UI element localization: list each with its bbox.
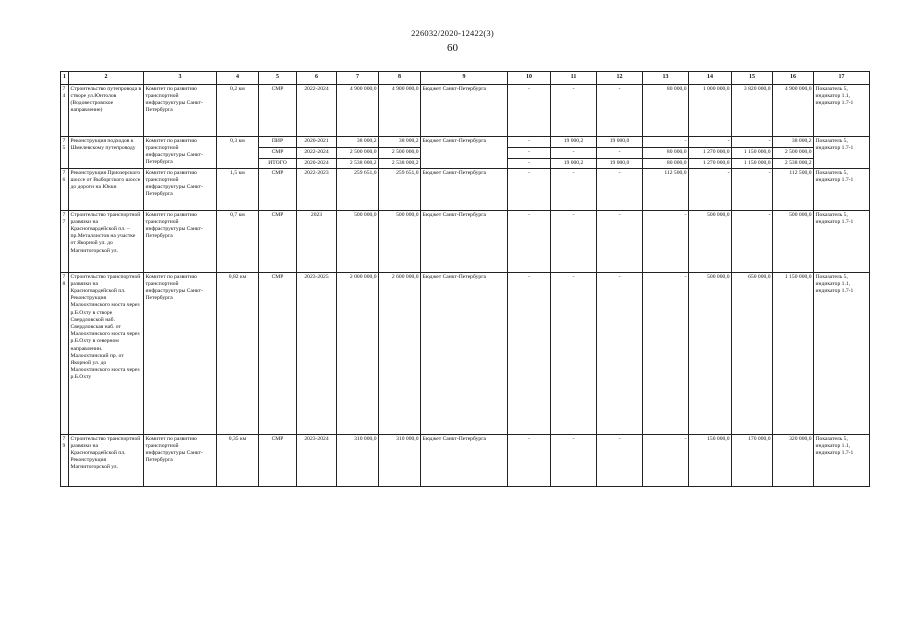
amount-col-10: -: [508, 435, 551, 487]
column-header: 14: [689, 72, 732, 85]
indicator-ref: Показатель 5, индикатор 1.1, индикатор 1.7-1: [814, 273, 870, 435]
amount-col-14: 500 000,0: [689, 211, 732, 273]
object-name: Строительство путепровода в створе ул.Юнтолов (Водовестровское направление): [69, 85, 144, 137]
row-number: 79: [61, 435, 69, 487]
amount-col-10: -: [508, 148, 551, 159]
total-cost: 2 000 000,0: [337, 273, 379, 435]
column-header: 7: [337, 72, 379, 85]
amount-col-14: -: [689, 169, 732, 211]
row-number: 78: [61, 273, 69, 435]
indicator-ref: Показатель 5, индикатор 1.1, индикатор 1.7-1: [814, 85, 870, 137]
table-row: [61, 273, 870, 435]
amount-col-15: 1 150 000,0: [732, 148, 773, 159]
amount-col-13: 112 500,0: [643, 169, 689, 211]
funding-source: Бюджет Санкт-Петербурга: [421, 211, 508, 273]
row-number: 74: [61, 85, 69, 137]
total-cost: 310 000,0: [337, 435, 379, 487]
amount-col-14: 500 000,0: [689, 273, 732, 435]
table-row: [61, 211, 870, 273]
column-header: 3: [144, 72, 217, 85]
funding-source: Бюджет Санкт-Петербурга: [421, 169, 508, 211]
amount-col-15: -: [732, 211, 773, 273]
amount-col-11: 19 000,2: [551, 159, 597, 169]
amount-col-16: 2 538 000,2: [773, 159, 814, 169]
indicator-ref: Показатель 5, индикатор 1.7-1: [814, 137, 870, 169]
funding-source: Бюджет Санкт-Петербурга: [421, 137, 508, 169]
amount-col-10: -: [508, 273, 551, 435]
table-row: [61, 169, 870, 211]
amount-col-16: 4 900 000,0: [773, 85, 814, 137]
amount-col-13: -: [643, 211, 689, 273]
total-cost: 2 538 000,2: [337, 159, 379, 169]
cost-estimate: 310 000,0: [379, 435, 421, 487]
column-header: 10: [508, 72, 551, 85]
total-cost: 500 000,0: [337, 211, 379, 273]
object-name: Строительство транспортной развязки на Красногвардейской пл. Реконструкция Магнитогорской ул.: [69, 435, 144, 487]
amount-col-13: -: [643, 137, 689, 148]
object-length: 0,35 км: [217, 435, 259, 487]
amount-col-16: 1 150 000,0: [773, 273, 814, 435]
column-header: 9: [421, 72, 508, 85]
work-type: ПИР: [259, 137, 297, 148]
amount-col-12: -: [597, 435, 643, 487]
amount-col-12: -: [597, 148, 643, 159]
amount-col-16: 112 500,0: [773, 169, 814, 211]
amount-col-13: -: [643, 273, 689, 435]
object-length: 0,2 км: [217, 85, 259, 137]
amount-col-15: -: [732, 169, 773, 211]
program-table: [60, 71, 870, 487]
header-row: [61, 72, 870, 85]
amount-col-16: 500 000,0: [773, 211, 814, 273]
column-header: 2: [69, 72, 144, 85]
object-length: 0,82 км: [217, 273, 259, 435]
work-type: ИТОГО: [259, 159, 297, 169]
indicator-ref: Показатель 5, индикатор 1.1, индикатор 1.7-1: [814, 435, 870, 487]
column-header: 13: [643, 72, 689, 85]
column-header: 12: [597, 72, 643, 85]
amount-col-11: -: [551, 273, 597, 435]
table-row: [61, 435, 870, 487]
column-header: 8: [379, 72, 421, 85]
amount-col-10: -: [508, 85, 551, 137]
funding-source: Бюджет Санкт-Петербурга: [421, 273, 508, 435]
amount-col-16: 2 500 000,0: [773, 148, 814, 159]
object-name: Строительство транспортной развязки на Красногвардейской пл. Реконструкция Малоохтинского моста через р.Б.Охту в створе Свердловской наб. Свердловская наб. от Малоохтинского моста через р.Б.Охту в северном направлении. Малоохтинский пр. от Якорной ул. до Малоохтинского моста через р.Б.Охту: [69, 273, 144, 435]
amount-col-14: 1 270 000,0: [689, 148, 732, 159]
funding-source: Бюджет Санкт-Петербурга: [421, 85, 508, 137]
object-name: Реконструкция подходов к Шмелевскому путепроводу: [69, 137, 144, 169]
cost-estimate: 259 651,0: [379, 169, 421, 211]
row-number: 76: [61, 169, 69, 211]
responsible-org: Комитет по развитию транспортной инфраструктуры Санкт-Петербурга: [144, 169, 217, 211]
amount-col-10: -: [508, 159, 551, 169]
responsible-org: Комитет по развитию транспортной инфраструктуры Санкт-Петербурга: [144, 273, 217, 435]
amount-col-12: -: [597, 85, 643, 137]
column-header: 17: [814, 72, 870, 85]
page-number: 60: [447, 42, 458, 54]
amount-col-14: -: [689, 137, 732, 148]
column-header: 1: [61, 72, 69, 85]
amount-col-16: 38 000,2: [773, 137, 814, 148]
work-period: 2023-2024: [297, 435, 337, 487]
amount-col-10: -: [508, 169, 551, 211]
document-number: 226032/2020-12422(3): [411, 28, 494, 38]
table-row: [61, 85, 870, 137]
amount-col-11: -: [551, 211, 597, 273]
amount-col-13: 80 000,0: [643, 148, 689, 159]
column-header: 5: [259, 72, 297, 85]
work-period: 2022-2023: [297, 169, 337, 211]
total-cost: 259 651,0: [337, 169, 379, 211]
amount-col-12: 19 000,0: [597, 159, 643, 169]
funding-source: Бюджет Санкт-Петербурга: [421, 435, 508, 487]
amount-col-15: 650 000,0: [732, 273, 773, 435]
amount-col-13: 80 000,0: [643, 85, 689, 137]
work-period: 2022-2024: [297, 148, 337, 159]
amount-col-12: 19 000,0: [597, 137, 643, 148]
total-cost: 2 500 000,0: [337, 148, 379, 159]
cost-estimate: 38 000,2: [379, 137, 421, 148]
amount-col-15: -: [732, 137, 773, 148]
object-length: 0,7 км: [217, 211, 259, 273]
row-number: 77: [61, 211, 69, 273]
indicator-ref: Показатель 5, индикатор 1.7-1: [814, 211, 870, 273]
total-cost: 4 900 000,0: [337, 85, 379, 137]
amount-col-13: 80 000,0: [643, 159, 689, 169]
cost-estimate: 2 600 000,0: [379, 273, 421, 435]
work-period: 2020-2024: [297, 159, 337, 169]
amount-col-15: 1 150 000,0: [732, 159, 773, 169]
column-header: 11: [551, 72, 597, 85]
column-header: 6: [297, 72, 337, 85]
column-header: 16: [773, 72, 814, 85]
cost-estimate: 2 500 000,0: [379, 148, 421, 159]
amount-col-11: 19 000,2: [551, 137, 597, 148]
amount-col-14: 150 000,0: [689, 435, 732, 487]
amount-col-11: -: [551, 148, 597, 159]
amount-col-15: 170 000,0: [732, 435, 773, 487]
work-period: 2020-2021: [297, 137, 337, 148]
responsible-org: Комитет по развитию транспортной инфраструктуры Санкт-Петербурга: [144, 435, 217, 487]
amount-col-14: 1 000 000,0: [689, 85, 732, 137]
work-period: 2023-2025: [297, 273, 337, 435]
table-row: [61, 137, 870, 148]
object-name: Строительство транспортной развязки на Красногвардейской пл. – пр.Металлистов на участке от Якорной ул. до Магнитогорской ул.: [69, 211, 144, 273]
cost-estimate: 2 538 000,2: [379, 159, 421, 169]
amount-col-11: -: [551, 169, 597, 211]
work-period: 2023: [297, 211, 337, 273]
amount-col-15: 3 820 000,0: [732, 85, 773, 137]
amount-col-10: -: [508, 211, 551, 273]
column-header: 4: [217, 72, 259, 85]
responsible-org: Комитет по развитию транспортной инфраструктуры Санкт-Петербурга: [144, 137, 217, 169]
cost-estimate: 4 900 000,0: [379, 85, 421, 137]
amount-col-12: -: [597, 169, 643, 211]
row-number: 75: [61, 137, 69, 169]
amount-col-12: -: [597, 273, 643, 435]
work-type: СМР: [259, 273, 297, 435]
work-type: СМР: [259, 435, 297, 487]
amount-col-10: -: [508, 137, 551, 148]
amount-col-12: -: [597, 211, 643, 273]
table-body: [61, 85, 870, 487]
work-type: СМР: [259, 169, 297, 211]
work-type: СМР: [259, 85, 297, 137]
amount-col-11: -: [551, 435, 597, 487]
responsible-org: Комитет по развитию транспортной инфраструктуры Санкт-Петербурга: [144, 211, 217, 273]
object-length: 1,5 км: [217, 169, 259, 211]
amount-col-13: -: [643, 435, 689, 487]
work-type: СМР: [259, 148, 297, 159]
indicator-ref: Показатель 5, индикатор 1.7-1: [814, 169, 870, 211]
amount-col-16: 320 000,0: [773, 435, 814, 487]
object-length: 0,3 км: [217, 137, 259, 169]
object-name: Реконструкция Приозерского шоссе от Выборгского шоссе до дороги на Юкки: [69, 169, 144, 211]
cost-estimate: 500 000,0: [379, 211, 421, 273]
table-header: [61, 72, 870, 85]
work-type: СМР: [259, 211, 297, 273]
amount-col-14: 1 270 000,0: [689, 159, 732, 169]
column-header: 15: [732, 72, 773, 85]
total-cost: 38 000,2: [337, 137, 379, 148]
responsible-org: Комитет по развитию транспортной инфраструктуры Санкт-Петербурга: [144, 85, 217, 137]
amount-col-11: -: [551, 85, 597, 137]
work-period: 2022-2024: [297, 85, 337, 137]
